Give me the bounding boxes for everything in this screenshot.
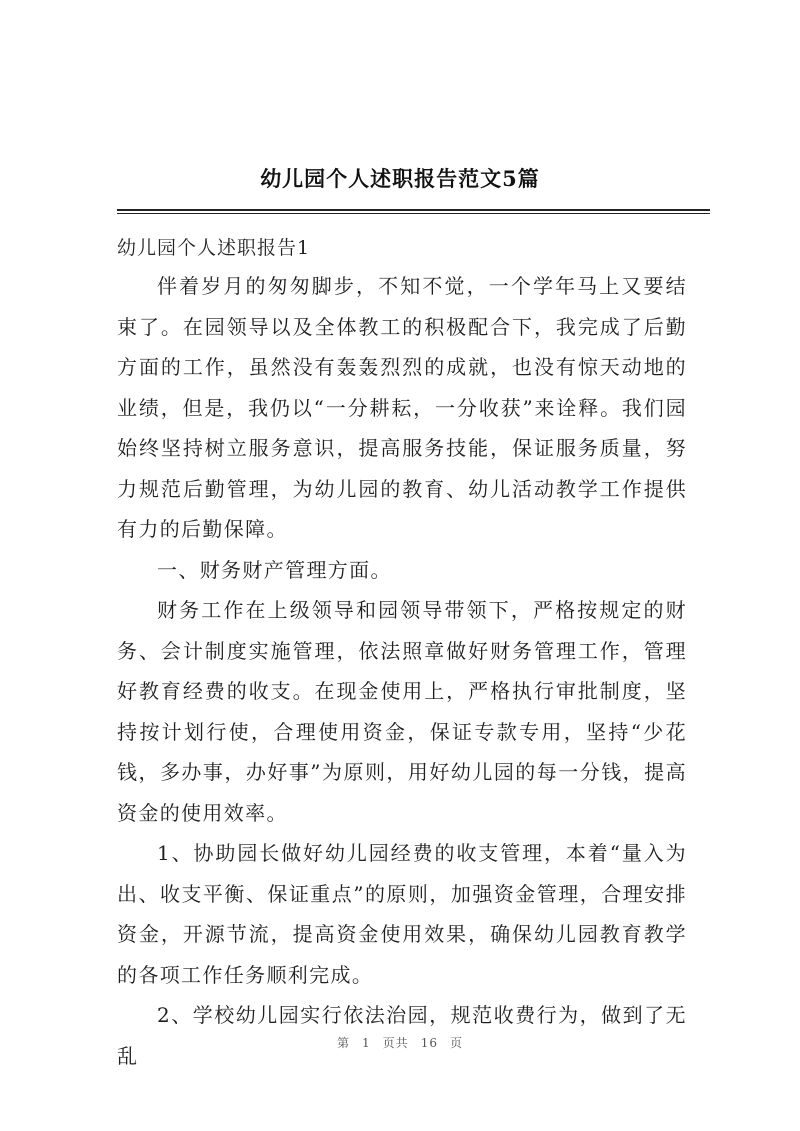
footer-middle: 页共 <box>382 1036 409 1050</box>
paragraph: 伴着岁月的匆匆脚步，不知不觉，一个学年马上又要结束了。在园领导以及全体教工的积极配合下，我完成了后勤方面的工作，虽然没有轰轰烈烈的成就，也没有惊天动地的业绩，但是，我仍以“一分耕耘，一分收获”来诠释。我们园始终坚持树立服务意识，提高服务技能，保证服务质量，努力规范后勤管理，为幼儿园的教育、幼儿活动教学工作提供有力的后勤保障。 <box>117 274 687 541</box>
document-title: 幼儿园个人述职报告范文5篇 <box>260 166 540 191</box>
title-divider-thin <box>117 213 710 214</box>
page-footer <box>0 1034 800 1051</box>
footer-prefix: 第 <box>337 1036 351 1050</box>
paragraph: 财务工作在上级领导和园领导带领下，严格按规定的财务、会计制度实施管理，依法照章做好财务管理工作，管理好教育经费的收支。在现金使用上，严格执行审批制度，坚持按计划行使，合理使用资金，保证专款专用，坚持“少花钱，多办事，办好事”为原则，用好幼儿园的每一分钱，提高资金的使用效率。 <box>117 598 687 825</box>
paragraph: 2、学校幼儿园实行依法治园，规范收费行为，做到了无乱 <box>117 1003 687 1068</box>
footer-page-number: 1 <box>362 1036 371 1050</box>
body-text <box>117 266 687 1076</box>
footer-total-pages: 16 <box>420 1036 438 1050</box>
paragraph: 1、协助园长做好幼儿园经费的收支管理，本着“量入为出、收支平衡、保证重点”的原则，加强资金管理，合理安排资金，开源节流，提高资金使用效果，确保幼儿园教育教学的各项工作任务顺利完成。 <box>117 841 687 987</box>
section-subheading: 幼儿园个人述职报告1 <box>117 237 311 259</box>
paragraph: 一、财务财产管理方面。 <box>157 557 392 582</box>
footer-suffix: 页 <box>449 1036 463 1050</box>
title-divider <box>117 209 710 211</box>
